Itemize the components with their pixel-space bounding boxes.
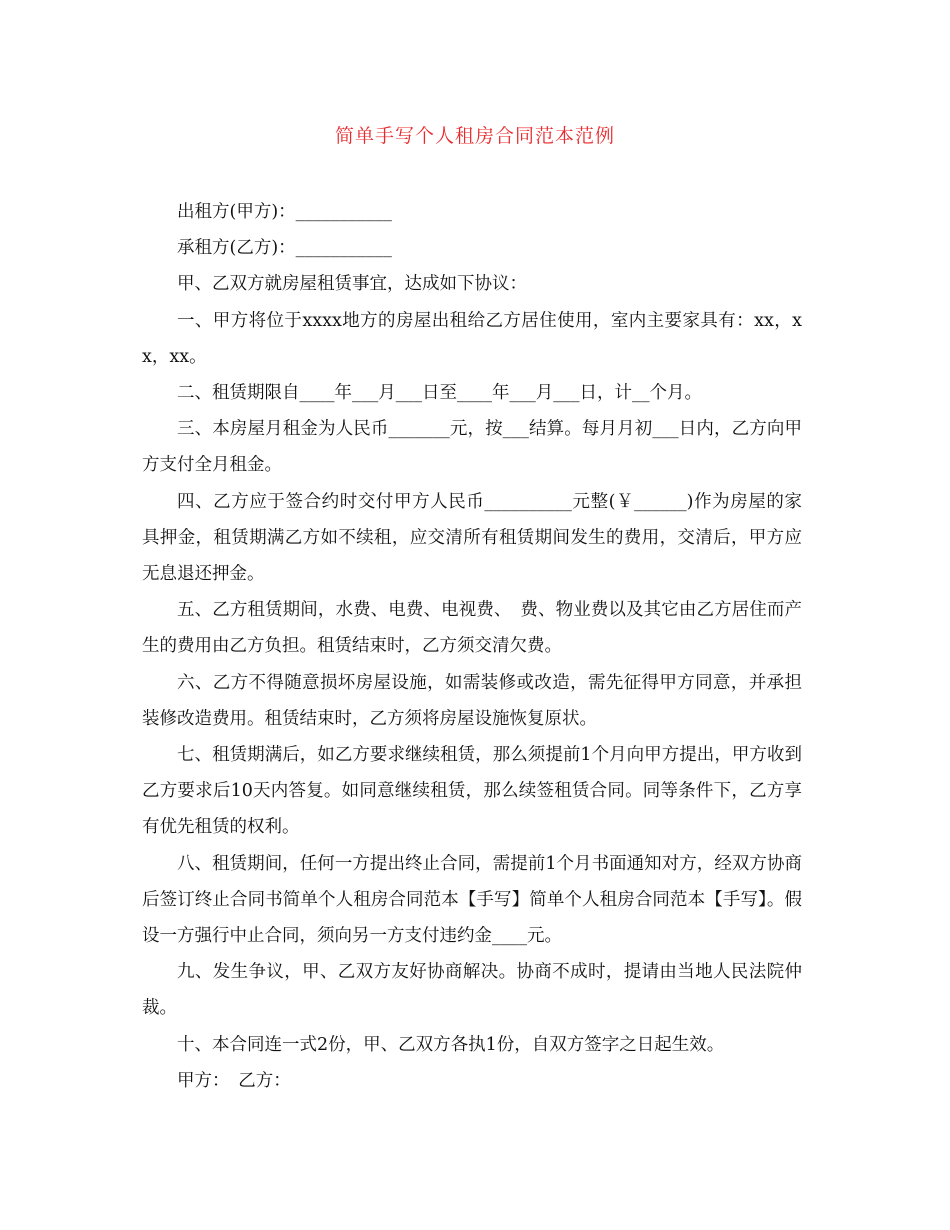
clause-6: 六、乙方不得随意损坏房屋设施，如需装修或改造，需先征得甲方同意，并承担装修改造费用。租赁结束时，乙方须将房屋设施恢复原状。 <box>142 672 802 729</box>
signature-line: 甲方： 乙方： <box>177 1070 291 1091</box>
document-title: 简单手写个人租房合同范本范例 <box>334 125 615 147</box>
clause-10: 十、本合同连一式2份，甲、乙双方各执1份，自双方签字之日起生效。 <box>177 1034 725 1055</box>
clause-2: 二、租赁期限自____年___月___日至____年___月___日，计__个月。 <box>177 383 702 404</box>
clause-3: 三、本房屋月租金为人民币_______元，按___结算。每月月初___日内，乙方向甲方支付全月租金。 <box>142 419 802 476</box>
document-body <box>142 194 802 1099</box>
clause-1: 一、甲方将位于xxxx地方的房屋出租给乙方居住使用，室内主要家具有：xx，xx，xx。 <box>142 310 802 367</box>
clause-9: 九、发生争议，甲、乙双方友好协商解决。协商不成时，提请由当地人民法院仲裁。 <box>142 962 802 1019</box>
clause-8: 八、租赁期间，任何一方提出终止合同，需提前1个月书面通知对方，经双方协商后签订终止合同书简单个人租房合同范本【手写】简单个人租房合同范本【手写】。假设一方强行中止合同，须向另一方支付违约金____元。 <box>142 853 802 947</box>
clause-4: 四、乙方应于签合约时交付甲方人民币__________元整(￥______)作为房屋的家具押金，租赁期满乙方如不续租，应交清所有租赁期间发生的费用，交清后，甲方应无息退还押金。 <box>142 491 802 585</box>
agreement-intro: 甲、乙双方就房屋租赁事宜，达成如下协议： <box>177 274 527 295</box>
party-a-line: 出租方(甲方)：___________ <box>177 202 392 222</box>
clause-7: 七、租赁期满后，如乙方要求继续租赁，那么须提前1个月向甲方提出，甲方收到乙方要求后10天内答复。如同意继续租赁，那么续签租赁合同。同等条件下，乙方享有优先租赁的权利。 <box>142 745 802 838</box>
clause-5: 五、乙方租赁期间，水费、电费、电视费、 费、物业费以及其它由乙方居住而产生的费用由乙方负担。租赁结束时，乙方须交清欠费。 <box>142 600 802 657</box>
party-b-line: 承租方(乙方)：___________ <box>177 238 392 259</box>
